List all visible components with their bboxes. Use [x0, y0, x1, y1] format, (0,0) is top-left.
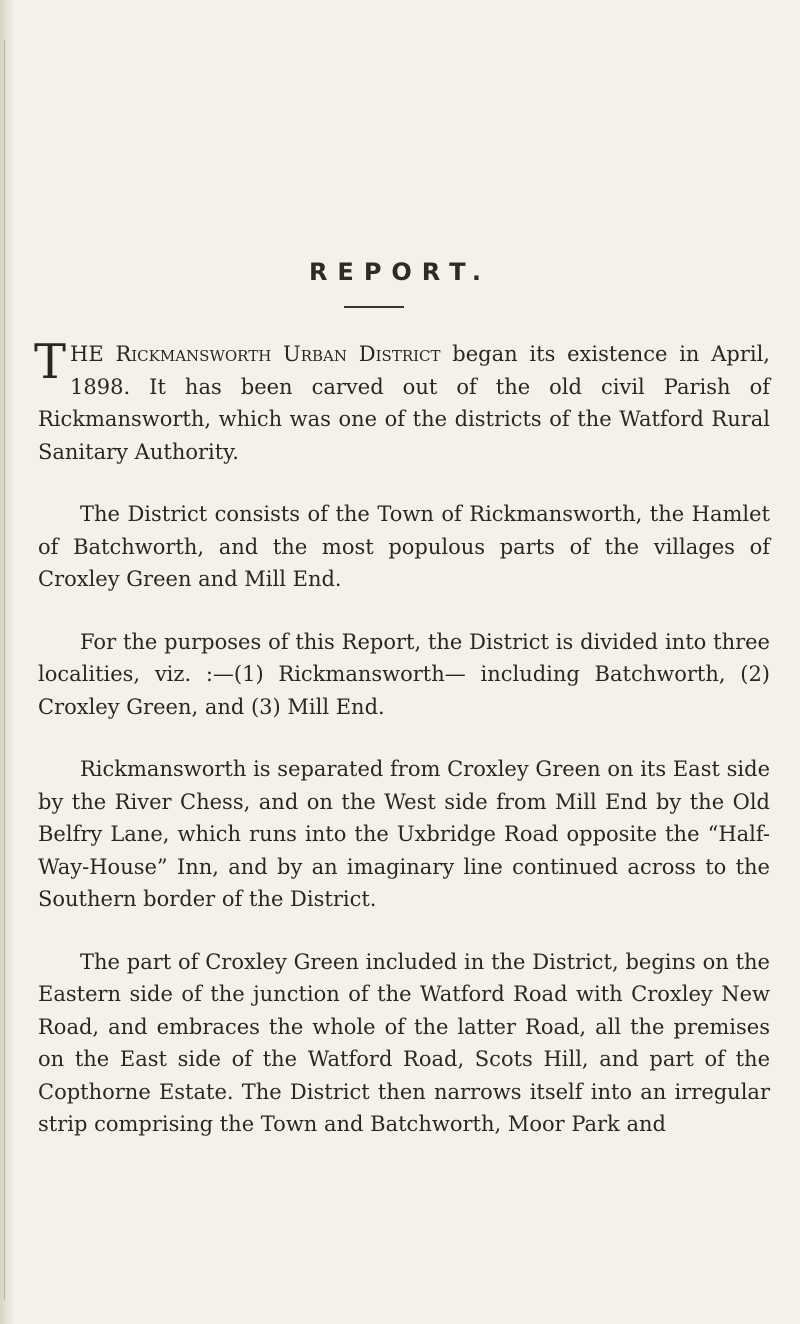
paragraph-3: For the purposes of this Report, the District is divided into three localities, viz. :—(1) Rickmansworth— including Batchworth, (2) Croxley Green, and (3) Mill End.	[38, 629, 770, 719]
district-name-smallcaps: Rickmansworth Urban District	[115, 342, 441, 366]
binding-edge-line	[4, 40, 5, 1300]
paragraph-5: The part of Croxley Green included in the District, begins on the Eastern side of the junction of the Watford Road with Croxley New Road, and embraces the whole of the latter Road, all the premises on the East side of the Watford Road, Scots Hill, and part of the Copthorne Estate. The District then narrows itself into an irregular strip comprising the Town and Batchworth, Moor Park and	[38, 949, 770, 1136]
paragraph-1-rest: began its existence in April, 1898. It has been carved out of the old civil Parish of Rickmansworth, which was one of the districts of the Watford Rural Sanitary Authority.	[38, 342, 770, 464]
ornamental-dropcap: T	[34, 334, 67, 390]
heading-divider-rule	[344, 306, 404, 308]
paragraph-1	[34, 334, 770, 468]
paragraph-4: Rickmansworth is separated from Croxley Green on its East side by the River Chess, and on the West side from Mill End by the Old Belfry Lane, which runs into the Uxbridge Road opposite the “Half-Way-House” Inn, and by an imaginary line continued across to the Southern border of the District.	[38, 757, 770, 911]
report-heading: REPORT.	[308, 258, 492, 286]
paragraph-1-start: HE	[70, 342, 104, 366]
report-body	[34, 334, 770, 1171]
paragraph-2: The District consists of the Town of Rickmansworth, the Hamlet of Batchworth, and the most populous parts of the villages of Croxley Green and Mill End.	[38, 502, 770, 591]
page-gutter-shadow	[0, 0, 14, 1324]
